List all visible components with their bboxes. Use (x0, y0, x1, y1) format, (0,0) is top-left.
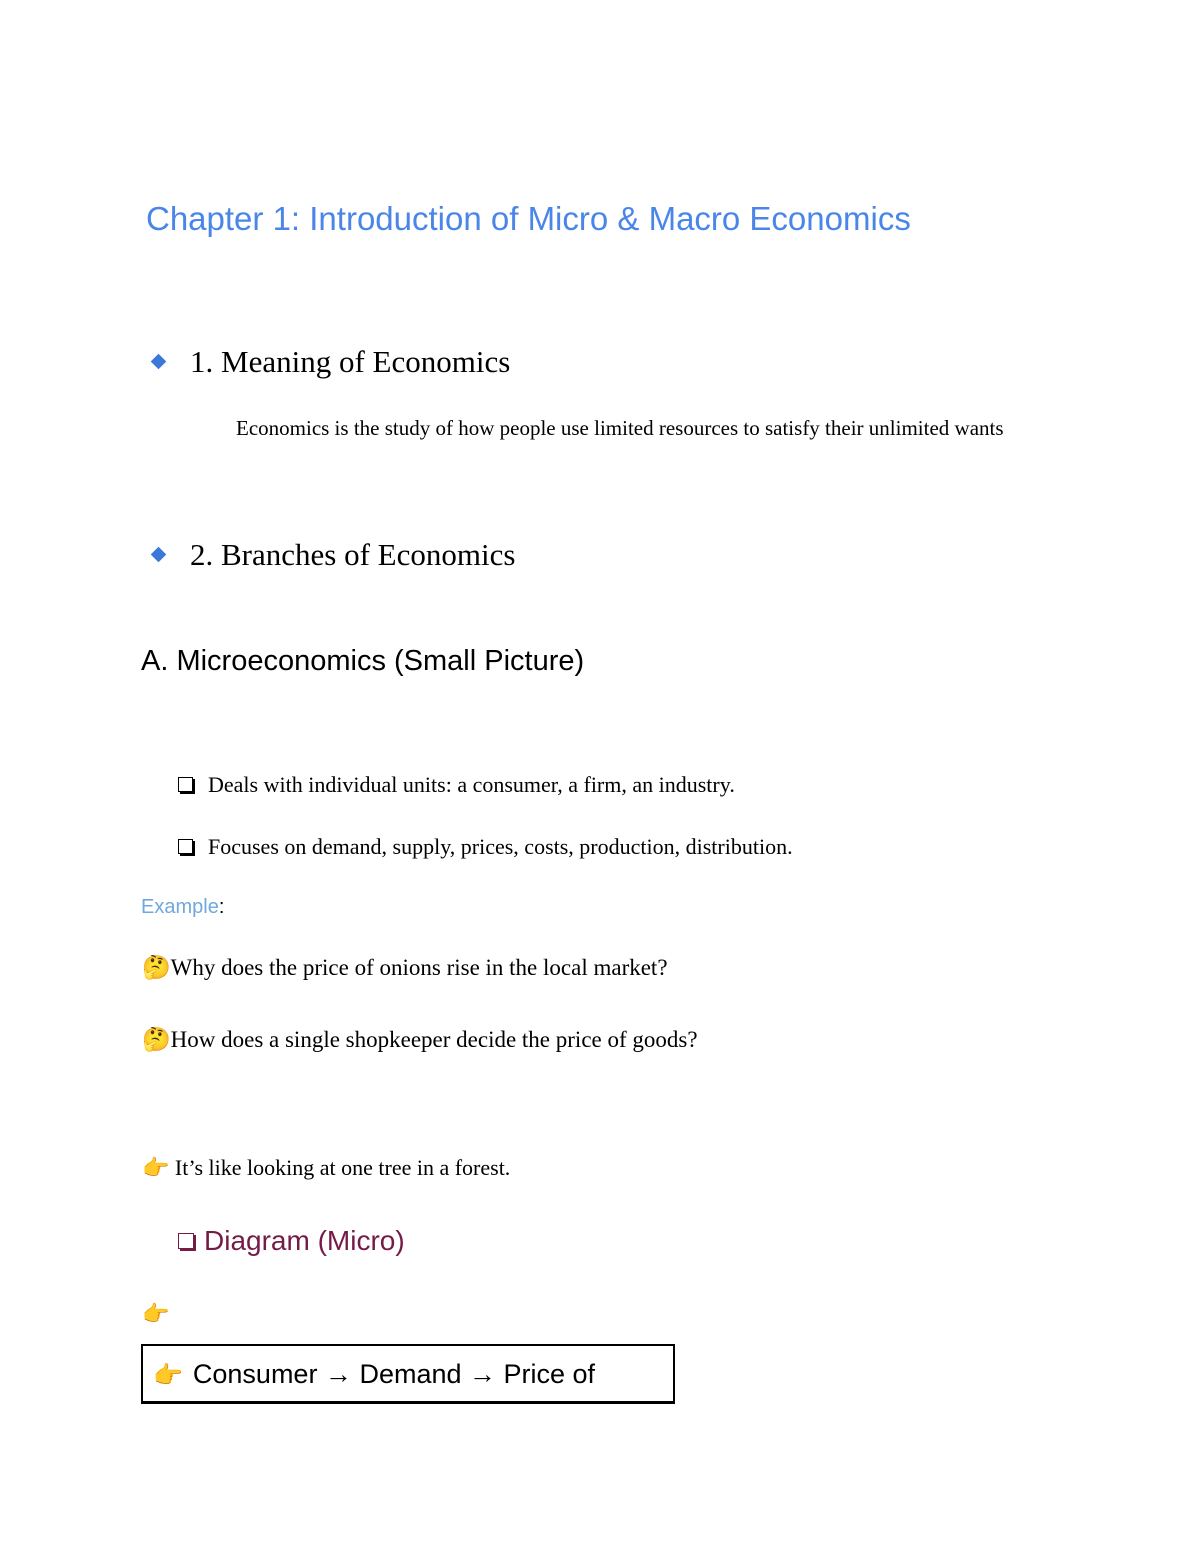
definition-text: Economics is the study of how people use limited resources to satisfy their unlimited wants (236, 416, 1004, 440)
list-item-text: Focuses on demand, supply, prices, costs, production, distribution. (208, 834, 793, 859)
example-colon: : (218, 896, 225, 918)
section-heading-branches (153, 535, 515, 575)
list-item-text: Deals with individual units: a consumer, a firm, an industry. (208, 772, 735, 797)
diamond-icon (151, 547, 167, 563)
flow-text: Consumer → Demand → Price of (192, 1359, 596, 1389)
question-text: Why does the price of onions rise in the local market? (170, 955, 668, 980)
analogy-text: It’s like looking at one tree in a forest. (174, 1155, 511, 1180)
question-text: How does a single shopkeeper decide the price of goods? (170, 1027, 698, 1052)
analogy-line (142, 1153, 510, 1184)
example-label-text: Example (141, 896, 219, 918)
diagram-heading-text: Diagram (Micro) (204, 1225, 405, 1256)
list-item (178, 832, 793, 862)
flow-text-line (153, 1356, 595, 1393)
thinking-face-icon: 🤔 (142, 1027, 171, 1053)
diagram-heading (178, 1221, 405, 1261)
checkbox-icon (178, 839, 193, 854)
section-heading-meaning (153, 342, 510, 382)
definition-paragraph (140, 413, 1020, 444)
example-question (142, 1024, 698, 1056)
example-question (142, 952, 668, 984)
checkbox-icon (178, 1233, 194, 1249)
diamond-icon (151, 354, 167, 370)
subsection-heading-micro: A. Microeconomics (Small Picture) (141, 645, 585, 677)
list-item (178, 770, 735, 800)
flow-box (141, 1344, 675, 1404)
page-title: Chapter 1: Introduction of Micro & Macro Economics (146, 200, 911, 237)
pointing-right-icon: 👉 (142, 1156, 170, 1181)
thinking-face-icon: 🤔 (142, 955, 171, 981)
pointing-right-icon: 👉 (142, 1302, 170, 1327)
example-label (141, 893, 224, 921)
pointing-right-icon: 👉 (153, 1361, 183, 1389)
checkbox-icon (178, 777, 193, 792)
section-heading-label: 1. Meaning of Economics (190, 344, 511, 379)
section-heading-label: 2. Branches of Economics (190, 537, 516, 572)
